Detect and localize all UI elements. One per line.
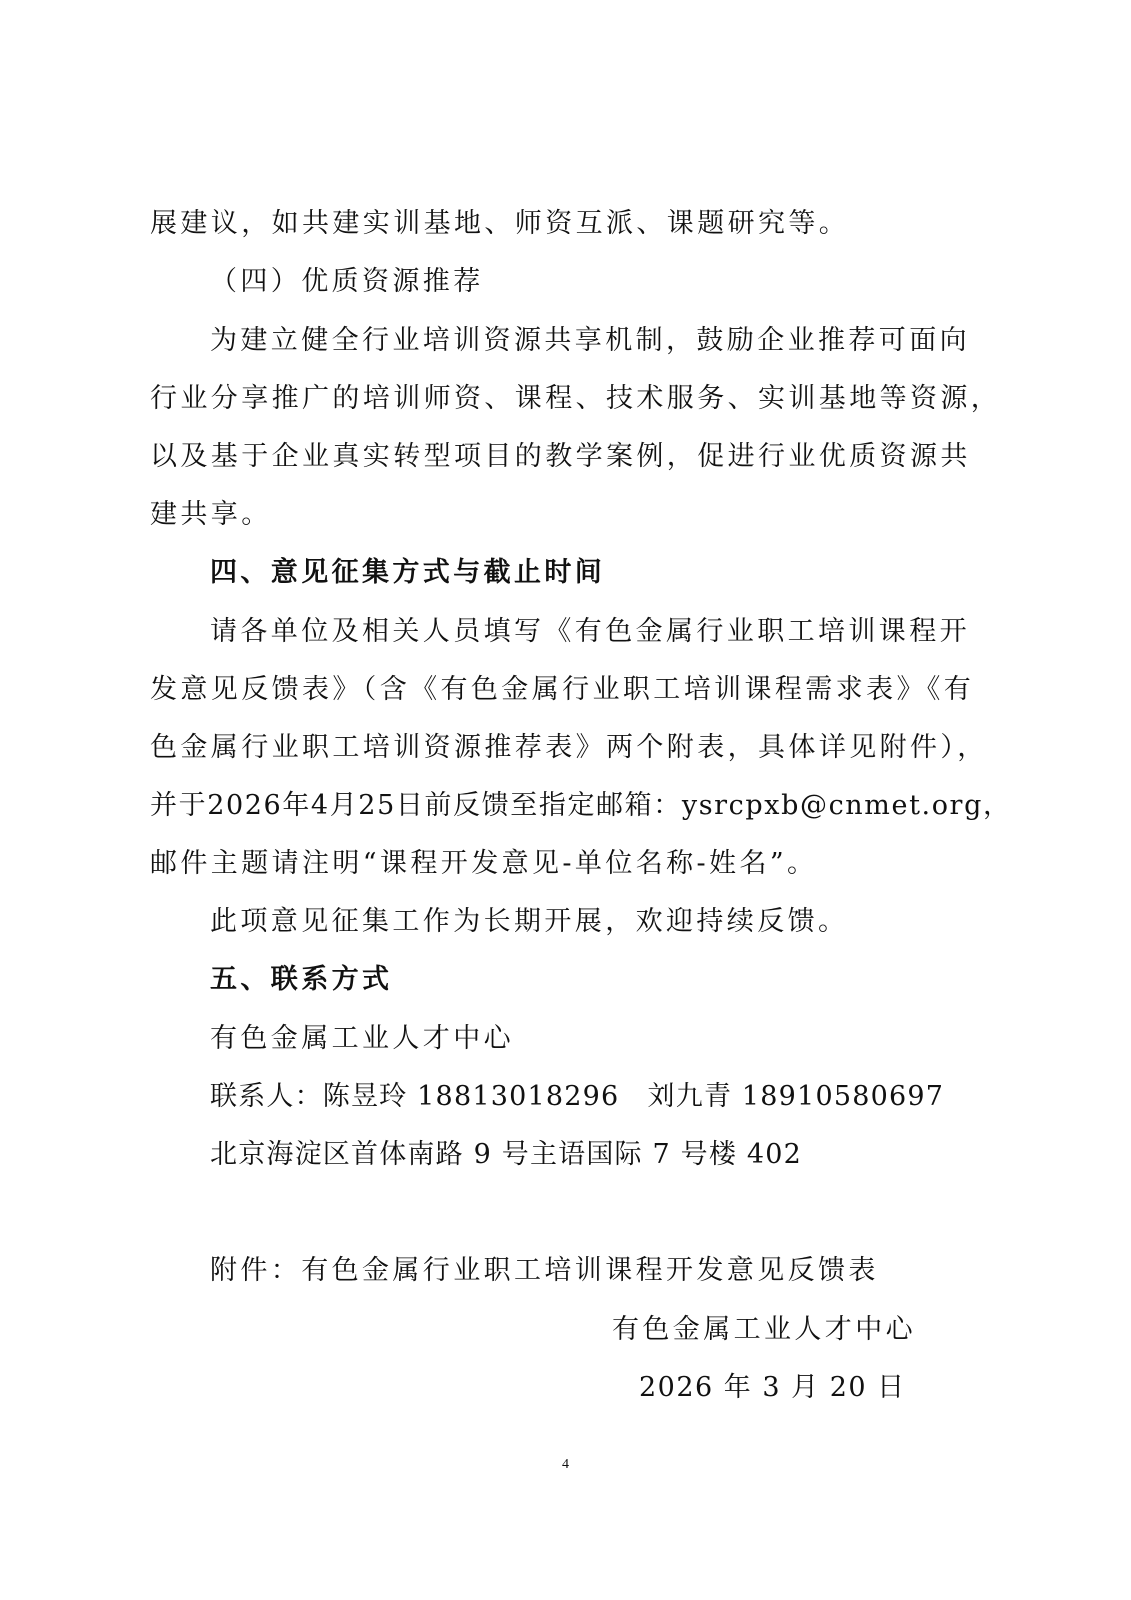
signature-date: 2026 年 3 月 20 日 <box>639 1372 906 1403</box>
paragraph-line: 邮件主题请注明“课程开发意见-单位名称-姓名”。 <box>150 848 818 879</box>
paragraph-line: 展建议，如共建实训基地、师资互派、课题研究等。 <box>150 208 850 239</box>
paragraph-line: 发意见反馈表》（含《有色金属行业职工培训课程需求表》《有 <box>150 674 975 705</box>
subsection-heading: （四）优质资源推荐 <box>210 266 484 297</box>
contact-persons: 联系人：陈昱玲 18813018296 刘九青 18910580697 <box>210 1081 945 1112</box>
paragraph-line: 建共享。 <box>150 499 272 530</box>
paragraph-line: 为建立健全行业培训资源共享机制，鼓励企业推荐可面向 <box>210 325 970 356</box>
paragraph-line: 色金属行业职工培训资源推荐表》两个附表，具体详见附件）， <box>150 732 988 763</box>
paragraph-line: 请各单位及相关人员填写《有色金属行业职工培训课程开 <box>210 616 970 647</box>
attachment-line: 附件：有色金属行业职工培训课程开发意见反馈表 <box>210 1255 879 1286</box>
paragraph-line: 行业分享推广的培训师资、课程、技术服务、实训基地等资源， <box>150 383 1002 414</box>
paragraph-line: 此项意见征集工作为长期开展，欢迎持续反馈。 <box>210 906 849 937</box>
section-heading: 五、联系方式 <box>210 964 393 995</box>
paragraph-line: 以及基于企业真实转型项目的教学案例，促进行业优质资源共 <box>150 441 971 472</box>
page-number: 4 <box>562 1457 569 1472</box>
signature-org: 有色金属工业人才中心 <box>612 1314 916 1345</box>
section-heading: 四、意见征集方式与截止时间 <box>210 557 606 588</box>
paragraph-line: 并于2026年4月25日前反馈至指定邮箱：ysrcpxb@cnmet.org， <box>150 790 1012 821</box>
contact-org: 有色金属工业人才中心 <box>210 1023 514 1054</box>
contact-address: 北京海淀区首体南路 9 号主语国际 7 号楼 402 <box>210 1139 803 1170</box>
